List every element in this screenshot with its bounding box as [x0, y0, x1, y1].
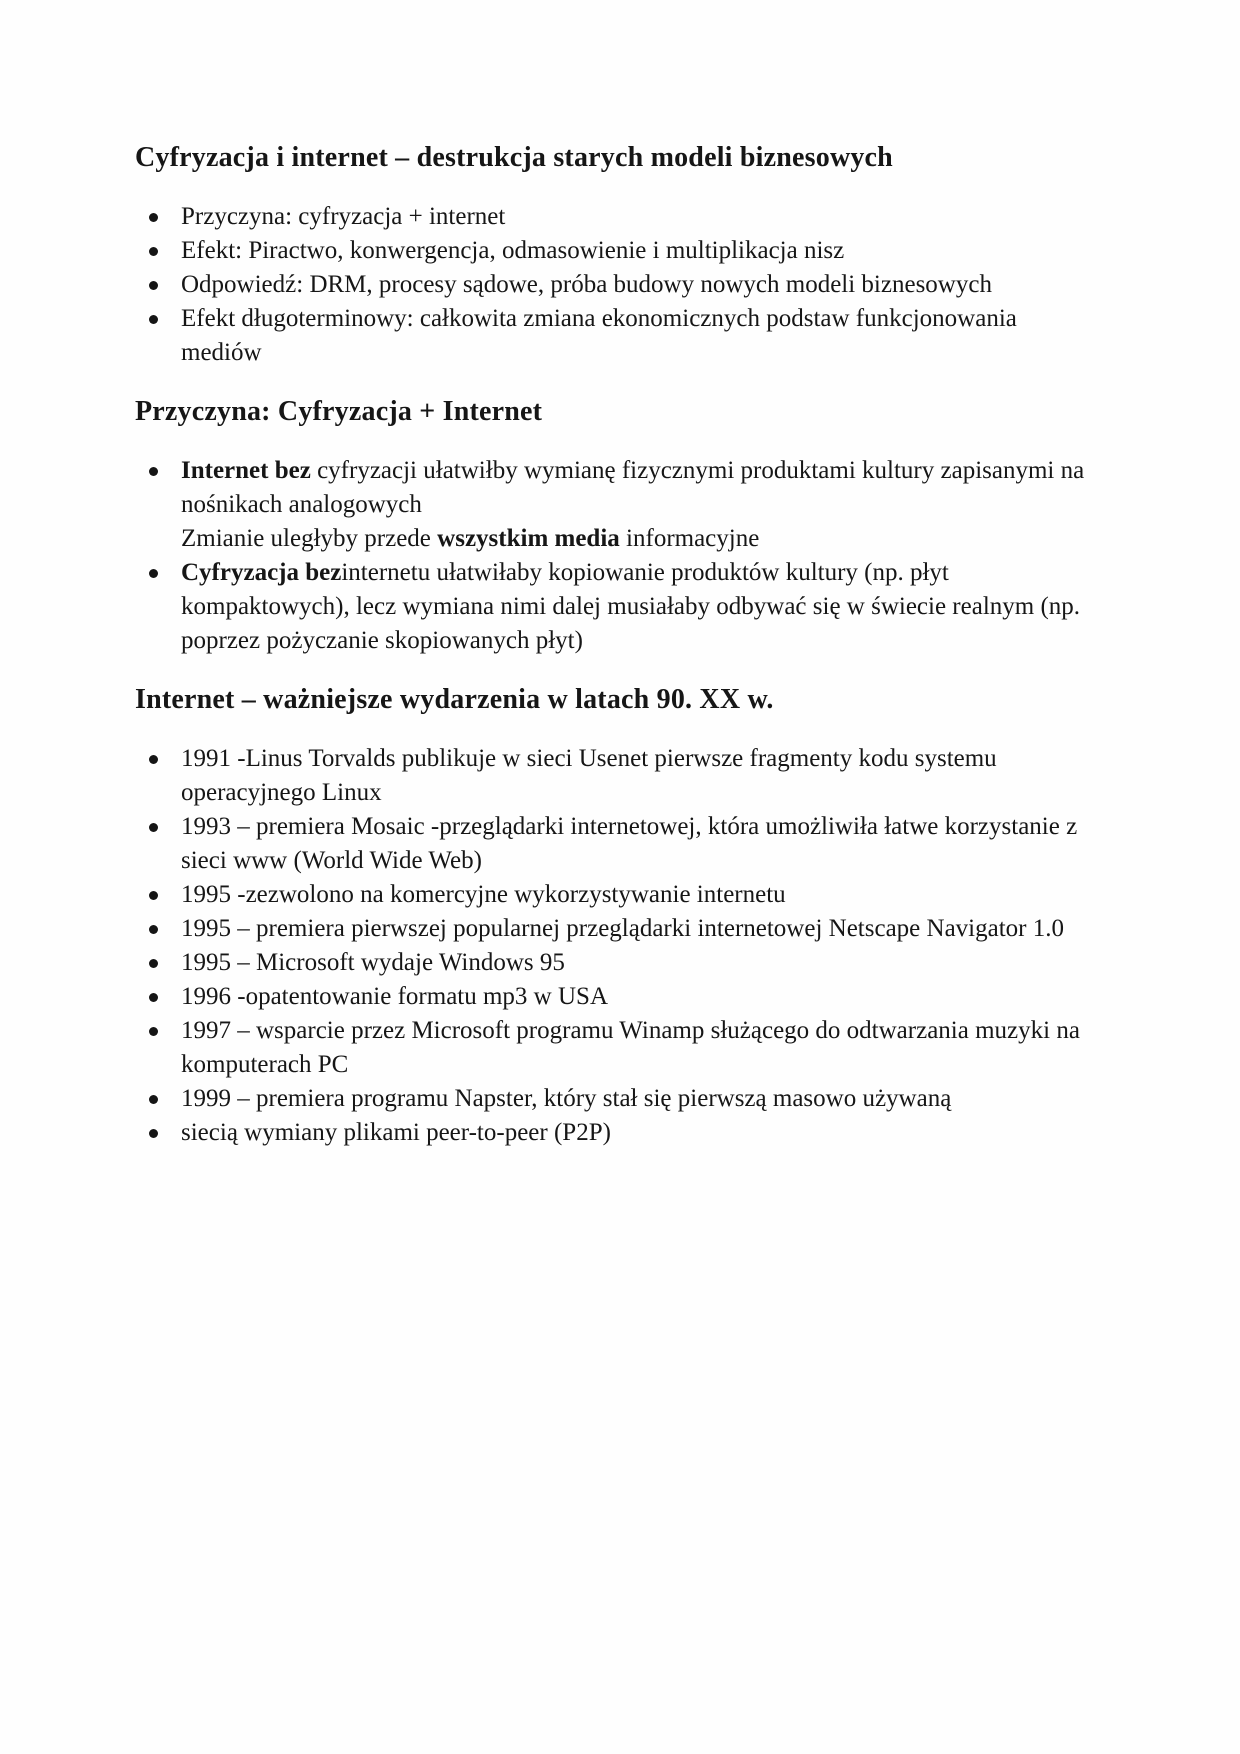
list-item [135, 980, 1145, 1014]
text-segment: 1995 – Microsoft wydaje Windows 95 [181, 949, 565, 976]
text-segment-bold: Internet bez [181, 457, 311, 484]
text-segment: informacyjne [619, 525, 760, 552]
text-segment-bold: Cyfryzacja bez [181, 559, 342, 586]
section-heading-wydarzenia: Internet – ważniejsze wydarzenia w latach 90. XX w. [135, 684, 774, 715]
bullet-icon [149, 1129, 158, 1138]
bullet-icon [149, 959, 158, 968]
bullet-icon [149, 467, 158, 476]
text-segment: 1991 -Linus Torvalds publikuje w sieci Usenet pierwsze fragmenty kodu systemu [181, 745, 997, 772]
list-item [135, 302, 1145, 370]
list-item [135, 742, 1145, 810]
text-segment: komputerach PC [181, 1051, 349, 1078]
bullet-icon [149, 891, 158, 900]
bullet-icon [149, 1027, 158, 1036]
bullet-list-destrukcja [135, 200, 1145, 370]
bullet-icon [149, 755, 158, 764]
text-segment: 1997 – wsparcie przez Microsoft programu Winamp służącego do odtwarzania muzyki na [181, 1017, 1080, 1044]
list-item [135, 454, 1145, 556]
list-item [135, 556, 1145, 658]
list-item [135, 810, 1145, 878]
bullet-icon [149, 315, 158, 324]
list-item [135, 234, 1145, 268]
bullet-icon [149, 1095, 158, 1104]
text-segment: Efekt: Piractwo, konwergencja, odmasowienie i multiplikacja nisz [181, 237, 845, 264]
bullet-icon [149, 213, 158, 222]
text-segment: poprzez pożyczanie skopiowanych płyt) [181, 627, 583, 654]
list-item [135, 268, 1145, 302]
section-heading-przyczyna: Przyczyna: Cyfryzacja + Internet [135, 396, 543, 427]
bullet-icon [149, 247, 158, 256]
list-item [135, 1116, 1145, 1150]
text-segment: sieci www (World Wide Web) [181, 847, 482, 874]
text-segment: cyfryzacji ułatwiłby wymianę fizycznymi produktami kultury zapisanymi na [310, 457, 1085, 484]
text-segment: mediów [181, 339, 262, 366]
bullet-list-przyczyna [135, 454, 1145, 658]
list-item [135, 946, 1145, 980]
text-segment: 1999 – premiera programu Napster, który stał się pierwszą masowo używaną [181, 1085, 952, 1112]
document-content [135, 140, 1145, 1150]
text-segment: Zmianie uległyby przede [181, 525, 438, 552]
bullet-icon [149, 925, 158, 934]
text-segment: 1995 – premiera pierwszej popularnej przeglądarki internetowej Netscape Navigator 1.0 [181, 915, 1064, 942]
section-heading-cyfryzacja-i-internet: Cyfryzacja i internet – destrukcja starych modeli biznesowych [135, 142, 893, 173]
text-segment: internetu ułatwiłaby kopiowanie produktów kultury (np. płyt [341, 559, 949, 586]
list-item [135, 200, 1145, 234]
text-segment-bold: wszystkim media [437, 525, 620, 552]
text-segment: kompaktowych), lecz wymiana nimi dalej musiałaby odbywać się w świecie realnym (np. [181, 593, 1081, 620]
list-item [135, 1082, 1145, 1116]
text-segment: Odpowiedź: DRM, procesy sądowe, próba budowy nowych modeli biznesowych [181, 271, 992, 298]
text-segment: nośnikach analogowych [181, 491, 422, 518]
text-segment: operacyjnego Linux [181, 779, 382, 806]
text-segment: 1995 -zezwolono na komercyjne wykorzystywanie internetu [181, 881, 786, 908]
bullet-list-wydarzenia [135, 742, 1145, 1150]
list-item [135, 1014, 1145, 1082]
text-segment: Efekt długoterminowy: całkowita zmiana ekonomicznych podstaw funkcjonowania [181, 305, 1017, 332]
bullet-icon [149, 281, 158, 290]
list-item [135, 912, 1145, 946]
bullet-icon [149, 823, 158, 832]
text-segment: 1993 – premiera Mosaic -przeglądarki internetowej, która umożliwiła łatwe korzystanie z [181, 813, 1078, 840]
bullet-icon [149, 993, 158, 1002]
list-item [135, 878, 1145, 912]
text-segment: 1996 -opatentowanie formatu mp3 w USA [181, 983, 609, 1010]
text-segment: Przyczyna: cyfryzacja + internet [181, 203, 506, 230]
text-segment: siecią wymiany plikami peer-to-peer (P2P) [181, 1119, 611, 1146]
bullet-icon [149, 569, 158, 578]
